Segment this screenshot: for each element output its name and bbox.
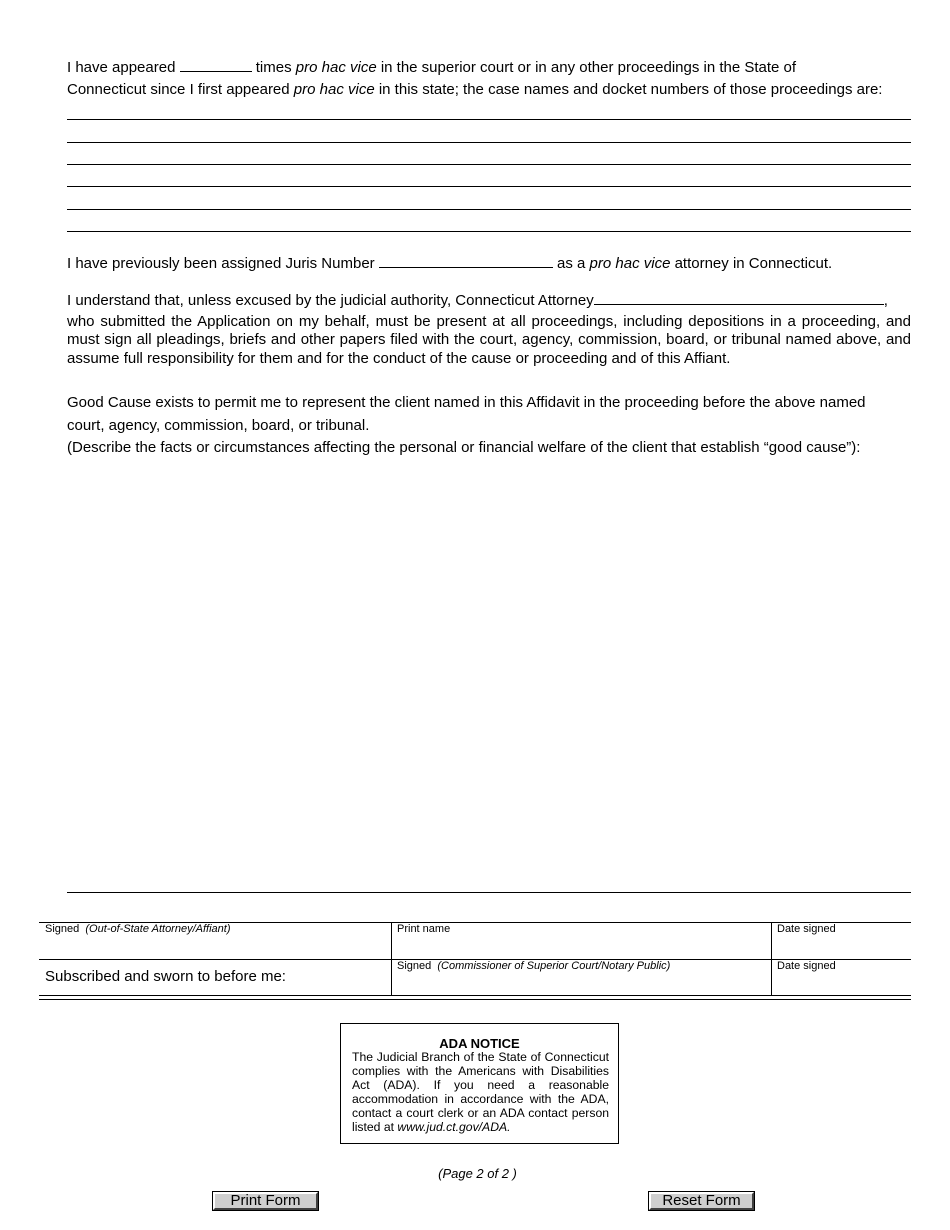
date-signed-cell[interactable]: Date signed <box>777 923 836 935</box>
signature-table-bottom-border <box>39 995 911 996</box>
date-signed-2-cell[interactable]: Date signed <box>777 960 836 972</box>
case-line-3[interactable] <box>67 164 911 165</box>
sworn-text: Subscribed and sworn to before me: <box>45 968 286 985</box>
case-line-5[interactable] <box>67 209 911 210</box>
juris-number-field[interactable] <box>379 253 553 268</box>
signature-table-divider-1 <box>391 922 392 996</box>
ada-notice-box <box>340 1023 619 1144</box>
page-number: (Page 2 of 2 ) <box>438 1166 517 1181</box>
case-line-2[interactable] <box>67 142 911 143</box>
ct-attorney-field[interactable] <box>594 290 884 305</box>
signature-table-divider-2 <box>771 922 772 996</box>
appearances-paragraph <box>67 57 911 99</box>
affiant-signature-cell[interactable]: Signed (Out-of-State Attorney/Affiant) <box>45 923 231 935</box>
ada-notice-title: ADA NOTICE <box>439 1036 520 1051</box>
print-name-cell[interactable]: Print name <box>397 923 451 935</box>
reset-form-button[interactable]: Reset Form <box>649 1192 754 1210</box>
good-cause-bottom-line <box>67 892 911 893</box>
understand-line-1: I understand that, unless excused by the judicial authority, Connecticut Attorney , <box>67 292 888 309</box>
commissioner-signature-cell[interactable]: Signed (Commissioner of Superior Court/Notary Public) <box>397 960 671 972</box>
case-line-1[interactable] <box>67 119 911 120</box>
appearances-line-1: I have appeared times pro hac vice in the superior court or in any other proceedings in the State of <box>67 59 797 76</box>
times-appeared-field[interactable] <box>180 57 252 72</box>
understand-body: who submitted the Application on my behalf, must be present at all proceedings, including depositions in a proceeding, and must sign all pleadings, briefs and other papers filed with the court, agency, commission, board, or tribunal named above, and assume full responsibility for them and for the conduct of the cause or proceeding and of this Affiant. <box>67 313 911 367</box>
juris-paragraph: I have previously been assigned Juris Number as a pro hac vice attorney in Connecticut. <box>67 255 833 272</box>
good-cause-field[interactable] <box>67 462 911 887</box>
ada-link[interactable]: www.jud.ct.gov/ADA. <box>397 1120 511 1134</box>
ada-notice-body: The Judicial Branch of the State of Connecticut complies with the Americans with Disabilities Act (ADA). If you need a reasonable accommodation in accordance with the ADA, contact a court clerk or an ADA contact person listed at www.jud.ct.gov/ADA. <box>352 1050 609 1134</box>
case-line-4[interactable] <box>67 186 911 187</box>
print-form-button[interactable]: Print Form <box>213 1192 318 1210</box>
good-cause-paragraph: Good Cause exists to permit me to represent the client named in this Affidavit in the proceeding before the above named court, agency, commission, board, or tribunal. (Describe the facts or circumstances affecting the personal or financial welfare of the client that establish “good cause”): <box>67 394 866 456</box>
case-line-6[interactable] <box>67 231 911 232</box>
signature-table-double-border <box>39 999 911 1000</box>
appearances-line-2: Connecticut since I first appeared pro hac vice in this state; the case names and docket numbers of those proceedings are: <box>67 80 883 98</box>
